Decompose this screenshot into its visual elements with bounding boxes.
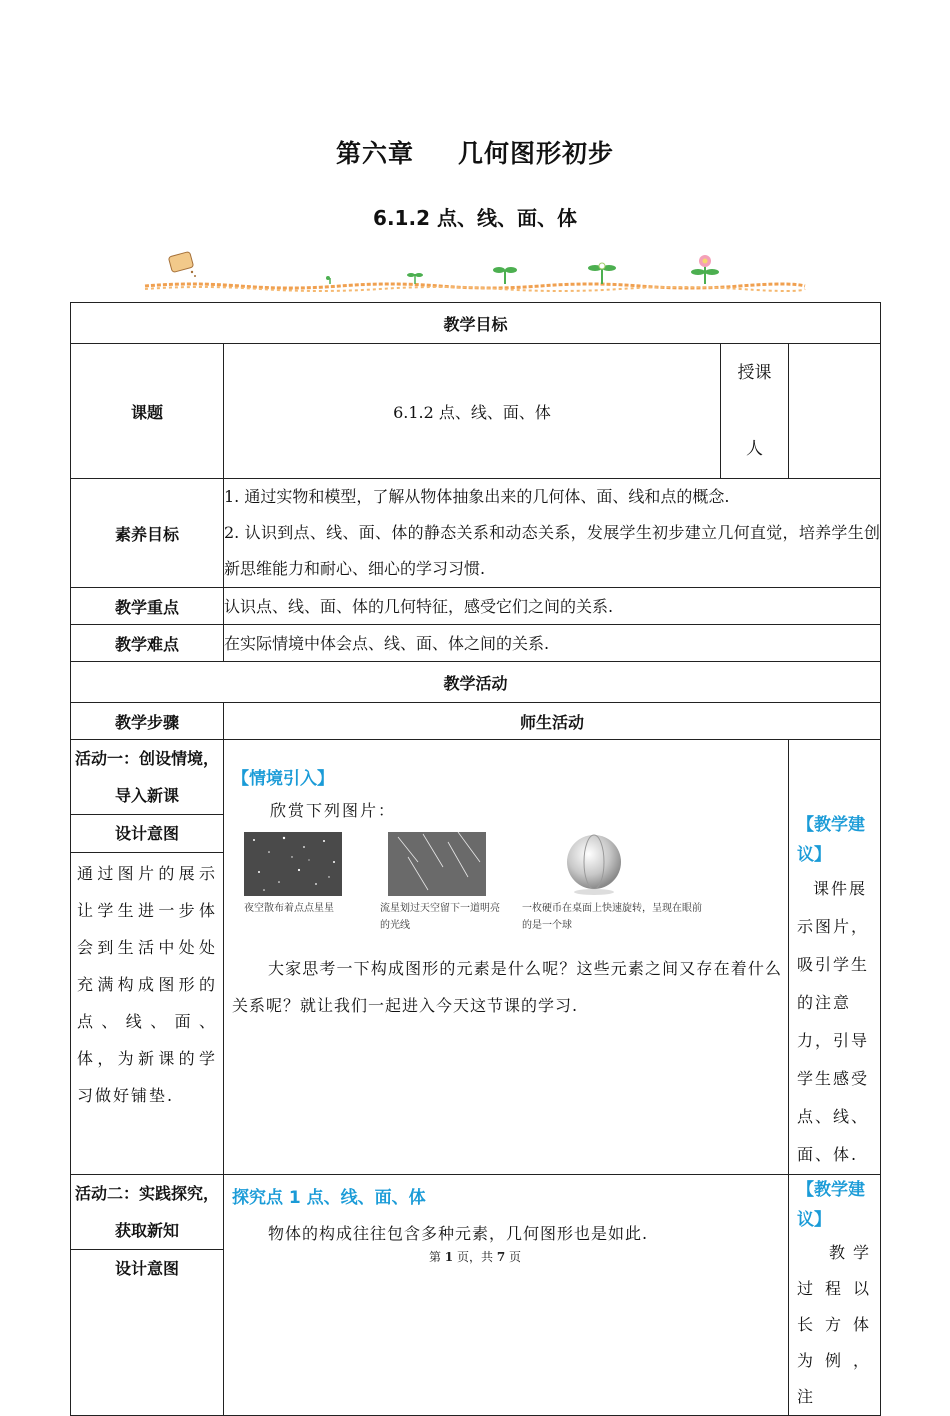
literacy-label: 素养目标 xyxy=(71,479,224,588)
activity2-section-tag: 探究点 1 点、线、面、体 xyxy=(232,1188,426,1208)
seed-bag-icon xyxy=(168,251,196,277)
difficulty-label: 教学难点 xyxy=(71,625,224,662)
activity1-left xyxy=(71,740,224,1175)
activity1-suggest-tag: 【教学建议】 xyxy=(797,815,865,865)
activity2-title: 活动二：实践探究，获取新知 xyxy=(71,1175,223,1250)
activity1-design-label: 设计意图 xyxy=(71,815,223,853)
activity1-suggest-text: 课件展示图片，吸引学生的注意力，引导学生感受点、线、面、体. xyxy=(797,879,870,1164)
literacy-item-2: 2. 认识到点、线、面、体的静态关系和动态关系，发展学生初步建立几何直觉，培养学生创新思维能力和耐心、细心的学习习惯. xyxy=(224,523,881,578)
grass-sprout-decoration xyxy=(140,250,810,295)
sprout-icon xyxy=(326,265,719,284)
goals-header: 教学目标 xyxy=(71,303,881,344)
topic-value: 6.1.2 点、线、面、体 xyxy=(224,344,721,479)
activity1-intro: 欣赏下列图片： xyxy=(270,801,397,820)
activity2-suggest-text: 教学过程以长方体为例，注 xyxy=(797,1243,873,1406)
starry-sky-image xyxy=(244,832,342,896)
activity1-design-text: 通过图片的展示让学生进一步体会到生活中处处充满构成图形的点、线、面、体，为新课的学习做好铺垫. xyxy=(77,864,217,1105)
flower-icon xyxy=(599,255,711,269)
activity1-suggestion xyxy=(789,740,881,1175)
literacy-goals xyxy=(224,479,881,588)
footer-prefix: 第 xyxy=(428,1250,441,1264)
chapter-number: 第六章 xyxy=(335,139,414,168)
activity1-paragraph: 大家思考一下构成图形的元素是什么呢？这些元素之间又存在着什么关系呢？就让我们一起进入今天这节课的学习. xyxy=(232,959,782,1015)
activity2-design-label: 设计意图 xyxy=(114,1259,179,1278)
chapter-title xyxy=(0,134,950,170)
caption-coin: 一枚硬币在桌面上快速旋转，呈现在眼前的是一个球 xyxy=(522,903,702,931)
activity1-section-tag: 【情境引入】 xyxy=(232,769,334,789)
footer-total-pages: 7 xyxy=(496,1250,506,1264)
activity2-paragraph: 物体的构成往往包含多种元素，几何图形也是如此. xyxy=(268,1224,649,1243)
meteor-image xyxy=(388,832,486,896)
difficulty-value: 在实际情境中体会点、线、面、体之间的关系. xyxy=(224,625,881,662)
key-point-label: 教学重点 xyxy=(71,588,224,625)
footer-middle: 页，共 xyxy=(456,1250,493,1264)
teacher-student-label: 师生活动 xyxy=(224,703,881,740)
topic-label: 课题 xyxy=(71,344,224,479)
chapter-name: 几何图形初步 xyxy=(458,139,615,168)
footer-page-number: 1 xyxy=(444,1250,454,1264)
spinning-coin-image xyxy=(562,832,626,896)
activity-header: 教学活动 xyxy=(71,662,881,703)
activity2-suggest-tag: 【教学建议】 xyxy=(797,1180,865,1230)
ground-line-icon xyxy=(145,284,805,291)
lesson-title: 6.1.2 点、线、面、体 xyxy=(373,206,577,230)
activity2-left xyxy=(71,1175,224,1416)
literacy-item-1: 1. 通过实物和模型，了解从物体抽象出来的几何体、面、线和点的概念. xyxy=(224,487,730,506)
activity2-content xyxy=(224,1175,789,1416)
activity1-content xyxy=(224,740,789,1175)
steps-label: 教学步骤 xyxy=(71,703,224,740)
page-footer xyxy=(0,1248,950,1265)
activity2-suggestion xyxy=(789,1175,881,1416)
caption-starry-sky: 夜空散布着点点星星 xyxy=(244,903,334,914)
caption-meteor: 流星划过天空留下一道明亮的光线 xyxy=(380,903,500,931)
teacher-label-line1: 授课 xyxy=(737,363,772,383)
teacher-value xyxy=(789,344,881,479)
key-point-value: 认识点、线、面、体的几何特征，感受它们之间的关系. xyxy=(224,588,881,625)
activity1-title: 活动一：创设情境，导入新课 xyxy=(71,740,223,815)
picture-row xyxy=(232,832,782,942)
footer-suffix: 页 xyxy=(509,1250,522,1264)
teacher-label xyxy=(721,344,789,479)
teacher-label-line2: 人 xyxy=(746,439,763,459)
